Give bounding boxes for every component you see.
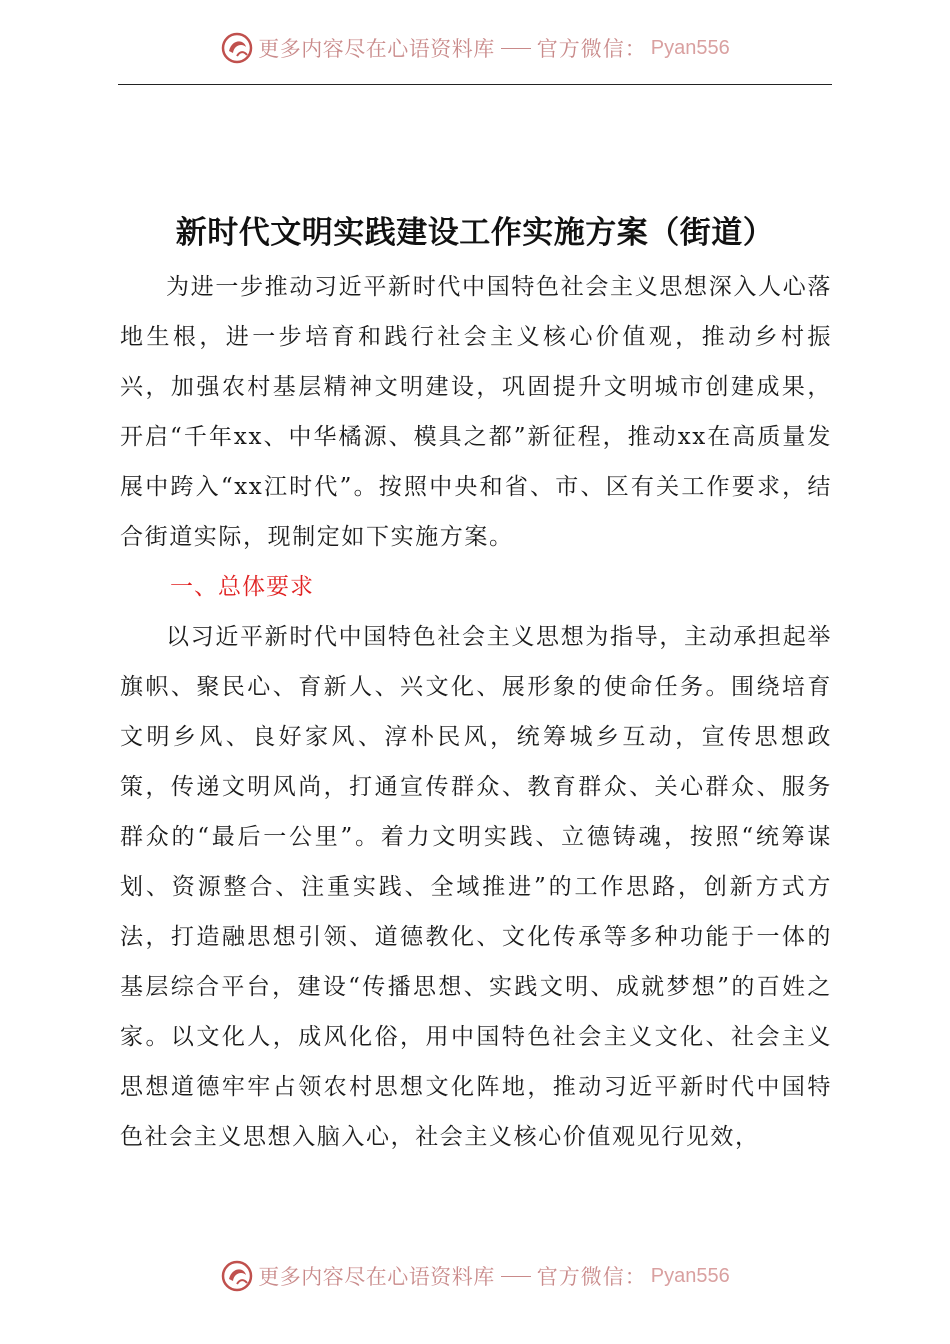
header-banner-channel-text: 官方微信： <box>536 37 647 61</box>
document-title: 新时代文明实践建设工作实施方案（街道） <box>175 214 775 251</box>
document-body <box>120 262 832 1162</box>
header-banner <box>0 28 950 68</box>
footer-banner-inner <box>220 1259 729 1293</box>
footer-banner-dash <box>501 1276 531 1277</box>
header-banner-main-text: 更多内容尽在心语资料库 <box>258 37 495 61</box>
header-banner-dash <box>501 48 531 49</box>
footer-banner-channel-text: 官方微信： <box>536 1265 647 1289</box>
header-banner-inner <box>220 31 729 65</box>
header-rule <box>118 84 832 85</box>
swirl-logo-icon <box>220 1259 254 1293</box>
footer-banner-main-text: 更多内容尽在心语资料库 <box>258 1265 495 1289</box>
swirl-logo-icon <box>220 31 254 65</box>
footer-banner <box>0 1256 950 1296</box>
header-banner-id-text: Pyan556 <box>650 36 730 59</box>
section-1-paragraph: 以习近平新时代中国特色社会主义思想为指导，主动承担起举旗帜、聚民心、育新人、兴文化、展形象的使命任务。围绕培育文明乡风、良好家风、淳朴民风，统筹城乡互动，宣传思想政策，传递文明风尚，打通宣传群众、教育群众、关心群众、服务群众的“最后一公里”。着力文明实践、立德铸魂，按照“统筹谋划、资源整合、注重实践、全域推进”的工作思路，创新方式方法，打造融思想引领、道德教化、文化传承等多种功能于一体的基层综合平台，建设“传播思想、实践文明、成就梦想”的百姓之家。以文化人，成风化俗，用中国特色社会主义文化、社会主义思想道德牢牢占领农村思想文化阵地，推动习近平新时代中国特色社会主义思想入脑入心，社会主义核心价值观见行见效， <box>120 624 832 1150</box>
footer-banner-id-text: Pyan556 <box>650 1264 730 1287</box>
intro-paragraph: 为进一步推动习近平新时代中国特色社会主义思想深入人心落地生根，进一步培育和践行社会主义核心价值观，推动乡村振兴，加强农村基层精神文明建设，巩固提升文明城市创建成果，开启“千年xx、中华橘源、模具之都”新征程，推动xx在高质量发展中跨入“xx江时代”。按照中央和省、市、区有关工作要求，结合街道实际，现制定如下实施方案。 <box>120 274 832 550</box>
section-heading-1: 一、总体要求 <box>170 574 314 600</box>
